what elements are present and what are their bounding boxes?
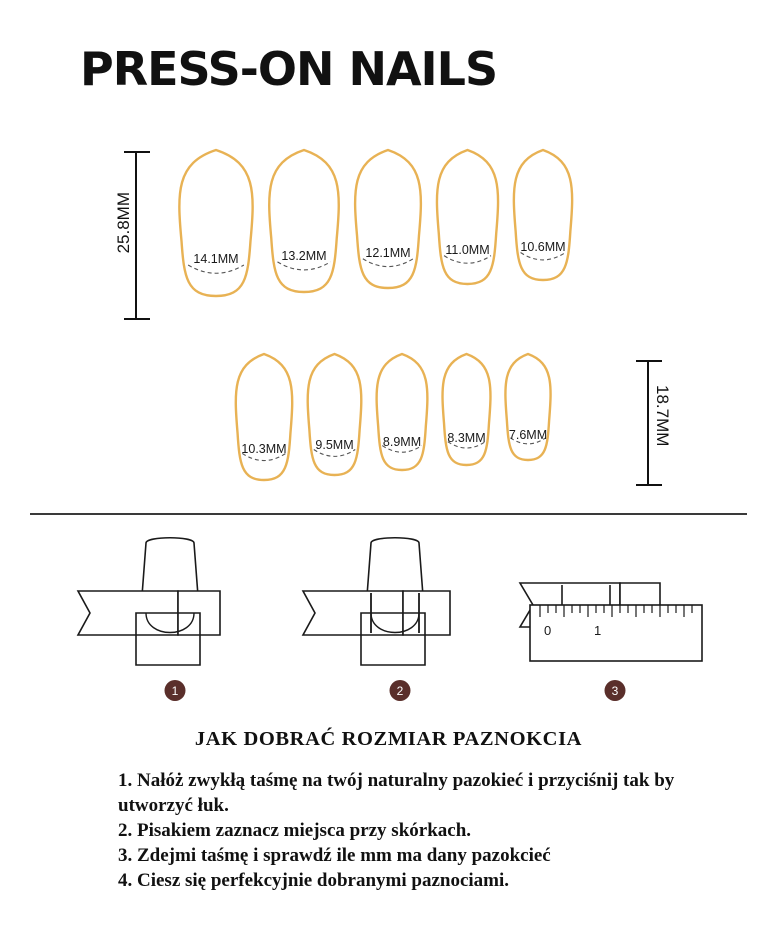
steps-illustrations (30, 535, 747, 710)
nail-top-2 (265, 148, 343, 299)
step-2-illustration (285, 535, 515, 680)
nail-size-label: 14.1MM (193, 251, 239, 266)
nail-outline-bottom-1 (232, 352, 296, 482)
dimension-right (628, 357, 672, 494)
nail-outline-bottom-3 (373, 352, 431, 472)
step-3-illustration (500, 535, 730, 680)
nail-row-bottom (232, 352, 562, 487)
dimension-left-label: 25.8MM (114, 192, 133, 254)
step-1-badge: 1 (165, 680, 186, 701)
nail-top-4 (433, 148, 502, 291)
nail-outline-top-4 (433, 148, 502, 286)
nail-size-label: 9.5MM (315, 438, 354, 453)
nail-size-label: 7.6MM (508, 427, 548, 442)
nail-size-label: 8.3MM (447, 431, 486, 446)
step-2 (285, 535, 515, 710)
ruler-tick-0-label: 0 (544, 623, 552, 638)
nail-bottom-5 (502, 352, 554, 467)
instruction-line-3: 3. Zdejmi taśmę i sprawdź ile mm ma dany pazokcieć (118, 845, 551, 866)
nail-top-1 (175, 148, 257, 303)
instructions-list (118, 768, 678, 893)
nail-bottom-2 (304, 352, 365, 482)
nail-bottom-1 (232, 352, 296, 487)
nail-size-label: 10.6MM (520, 240, 566, 255)
nail-outline-bottom-4 (439, 352, 494, 467)
nail-size-label: 11.0MM (445, 243, 490, 258)
nail-outline-top-5 (510, 148, 576, 282)
nail-size-label: 10.3MM (241, 441, 287, 456)
nail-outline-top-2 (265, 148, 343, 294)
nail-bottom-3 (373, 352, 431, 477)
nail-size-label: 12.1MM (365, 245, 411, 260)
nail-outline-top-3 (351, 148, 425, 290)
step-2-badge: 2 (390, 680, 411, 701)
nail-size-label: 8.9MM (382, 434, 422, 449)
nail-row-top (175, 148, 584, 303)
step-3 (500, 535, 730, 710)
page-title: PRESS-ON NAILS (80, 42, 498, 96)
nail-outline-top-1 (175, 148, 257, 298)
nail-bottom-4 (439, 352, 494, 472)
instruction-line-2: 2. Pisakiem zaznacz miejsca przy skórkach. (118, 820, 472, 841)
instruction-line-1: 1. Nałóż zwykłą taśmę na twój naturalny pazokieć i przyciśnij tak by utworzyć łuk. (118, 770, 675, 816)
dimension-right-label: 18.7MM (653, 385, 672, 447)
nail-outline-bottom-2 (304, 352, 365, 477)
step-1 (60, 535, 290, 710)
ruler-tick-1-label: 1 (594, 623, 602, 638)
nail-size-label: 13.2MM (281, 248, 327, 263)
how-to-title: JAK DOBRAĆ ROZMIAR PAZNOKCIA (194, 728, 583, 750)
nail-top-3 (351, 148, 425, 295)
section-divider (30, 513, 747, 515)
dimension-left (114, 148, 158, 328)
nail-outline-bottom-5 (502, 352, 554, 462)
instruction-line-4: 4. Ciesz się perfekcyjnie dobranymi paznociami. (118, 870, 510, 891)
step-1-illustration (60, 535, 290, 680)
nail-top-5 (510, 148, 576, 287)
step-3-badge: 3 (605, 680, 626, 701)
